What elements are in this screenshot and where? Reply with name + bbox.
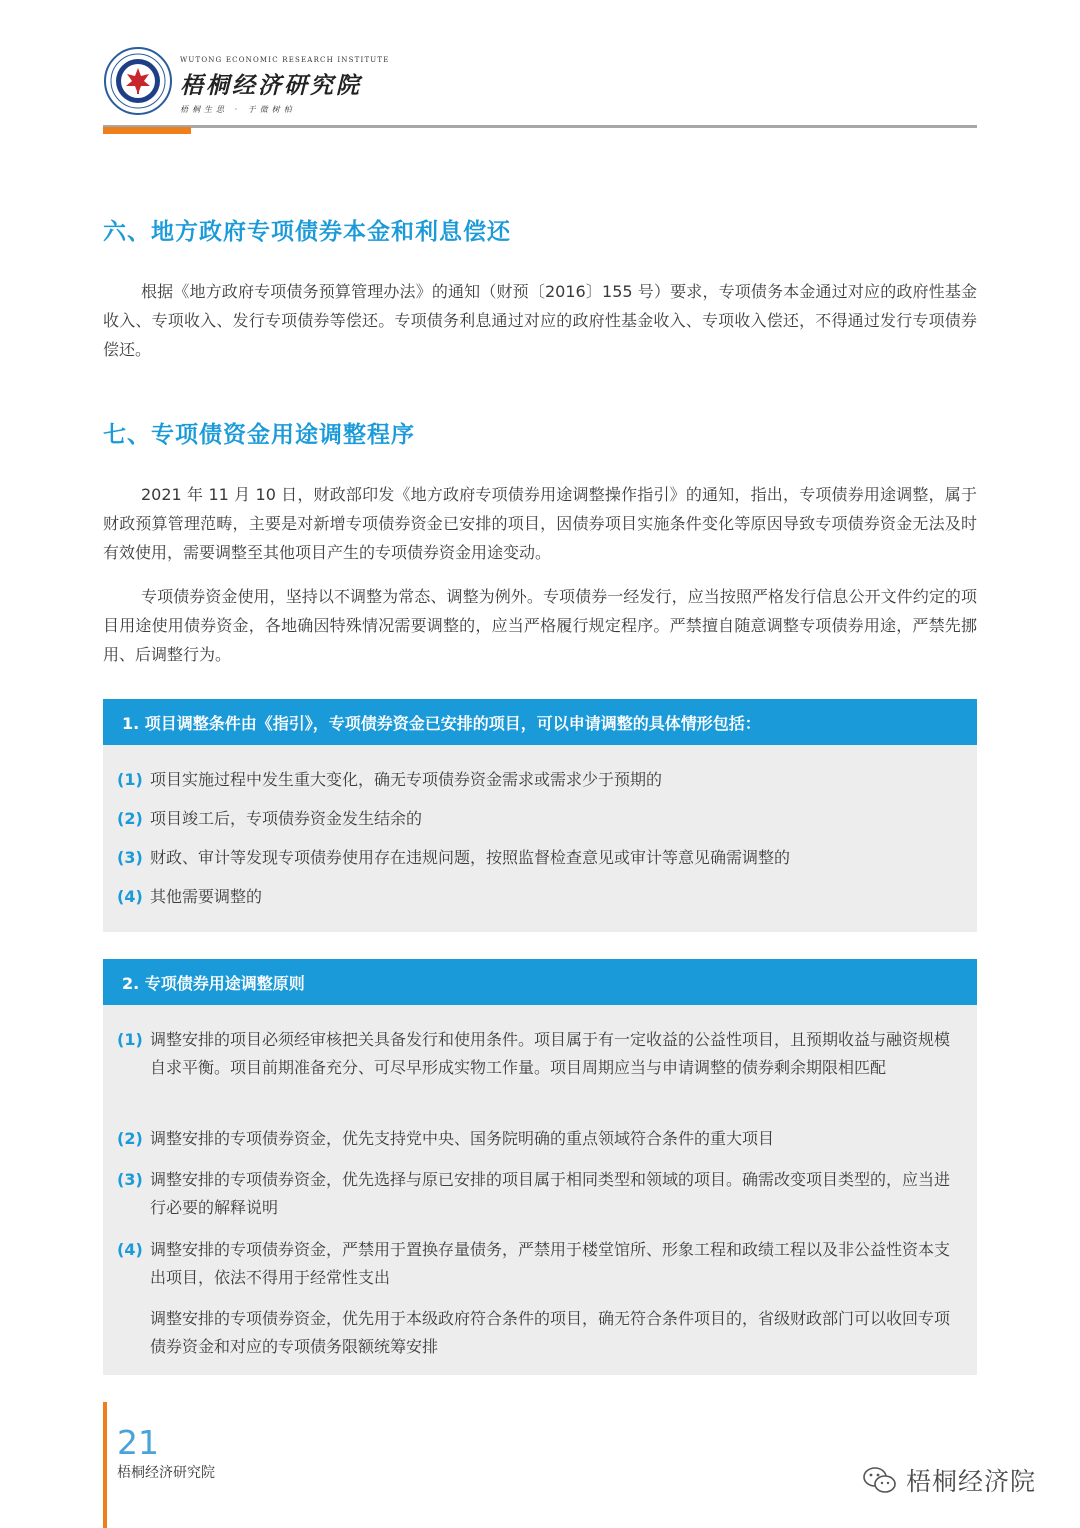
list-item	[117, 1166, 963, 1222]
item-number: (1)	[117, 1030, 143, 1049]
item-text: 调整安排的专项债券资金，严禁用于置换存量债务，严禁用于楼堂馆所、形象工程和政绩工程以及非公益性资本支出项目，依法不得用于经常性支出	[150, 1240, 951, 1287]
adjustment-principles-box	[103, 959, 977, 1375]
list-item	[117, 766, 963, 794]
item-number: (3)	[117, 848, 143, 867]
logo-chinese-name: 梧桐经济研究院	[180, 72, 362, 99]
section-7-paragraph-2: 专项债券资金使用，坚持以不调整为常态、调整为例外。专项债券一经发行，应当按照严格发行信息公开文件约定的项目用途使用债券资金，各地确因特殊情况需要调整的，应当严格履行规定程序。严禁擅自随意调整专项债券用途，严禁先挪用、后调整行为。	[103, 587, 977, 664]
item-number: (3)	[117, 1170, 143, 1189]
header-divider	[103, 125, 977, 128]
item-text: 调整安排的项目必须经审核把关具备发行和使用条件。项目属于有一定收益的公益性项目，且预期收益与融资规模自求平衡。项目前期准备充分、可尽早形成实物工作量。项目周期应当与申请调整的债券剩余期限相匹配	[150, 1030, 951, 1077]
item-number: (4)	[117, 1240, 143, 1259]
wechat-watermark	[862, 1462, 1036, 1498]
adjustment-conditions-box	[103, 699, 977, 932]
section-6-paragraph: 根据《地方政府专项债务预算管理办法》的通知（财预〔2016〕155 号）要求，专项债务本金通过对应的政府性基金收入、专项收入、发行专项债券等偿还。专项债务利息通过对应的政府性基金收入、专项收入偿还，不得通过发行专项债券偿还。	[103, 282, 977, 359]
page-number: 21	[117, 1423, 159, 1462]
item-text: 财政、审计等发现专项债券使用存在违规问题，按照监督检查意见或审计等意见确需调整的	[150, 848, 791, 867]
item-text: 其他需要调整的	[150, 887, 263, 906]
list-item	[117, 1026, 963, 1082]
logo-text	[180, 56, 390, 115]
footer-organization: 梧桐经济研究院	[117, 1465, 215, 1481]
wechat-icon	[862, 1465, 898, 1495]
item-number: (4)	[117, 887, 143, 906]
logo-motto: 梧桐生思 · 于徵树柏	[180, 105, 296, 114]
item-note: 调整安排的专项债券资金，优先用于本级政府符合条件的项目，确无符合条件项目的，省级财政部门可以收回专项债券资金和对应的专项债务限额统筹安排	[150, 1309, 951, 1356]
item-text: 调整安排的专项债券资金，优先支持党中央、国务院明确的重点领域符合条件的重大项目	[150, 1129, 775, 1148]
item-number: (1)	[117, 770, 143, 789]
item-text: 项目竣工后，专项债券资金发生结余的	[150, 809, 423, 828]
list-item	[117, 844, 963, 872]
list-item	[117, 1125, 963, 1153]
footer-accent-bar	[103, 1402, 107, 1528]
item-text: 项目实施过程中发生重大变化，确无专项债券资金需求或需求少于预期的	[150, 770, 663, 789]
item-text: 调整安排的专项债券资金，优先选择与原已安排的项目属于相同类型和领域的项目。确需改变项目类型的，应当进行必要的解释说明	[150, 1170, 951, 1217]
section-6-title: 六、地方政府专项债券本金和利息偿还	[103, 219, 511, 245]
section-7-title: 七、专项债资金用途调整程序	[103, 422, 415, 448]
watermark-text: 梧桐经济院	[906, 1467, 1037, 1496]
institute-logo	[103, 46, 173, 116]
list-item	[117, 805, 963, 833]
section-7-paragraph-1: 2021 年 11 月 10 日，财政部印发《地方政府专项债券用途调整操作指引》的通知，指出，专项债券用途调整，属于财政预算管理范畴，主要是对新增专项债券资金已安排的项目，因债券项目实施条件变化等原因导致专项债券资金无法及时有效使用，需要调整至其他项目产生的专项债券资金用途变动。	[103, 485, 977, 562]
box-1-heading: 1. 项目调整条件由《指引》，专项债券资金已安排的项目，可以申请调整的具体情形包括：	[103, 699, 977, 745]
list-item	[117, 1236, 963, 1292]
box-2-heading: 2. 专项债券用途调整原则	[103, 959, 977, 1005]
logo-english-name: WUTONG ECONOMIC RESEARCH INSTITUTE	[180, 56, 390, 64]
item-number: (2)	[117, 1129, 143, 1148]
item-number: (2)	[117, 809, 143, 828]
header-accent-bar	[103, 127, 191, 134]
list-item	[117, 883, 963, 911]
